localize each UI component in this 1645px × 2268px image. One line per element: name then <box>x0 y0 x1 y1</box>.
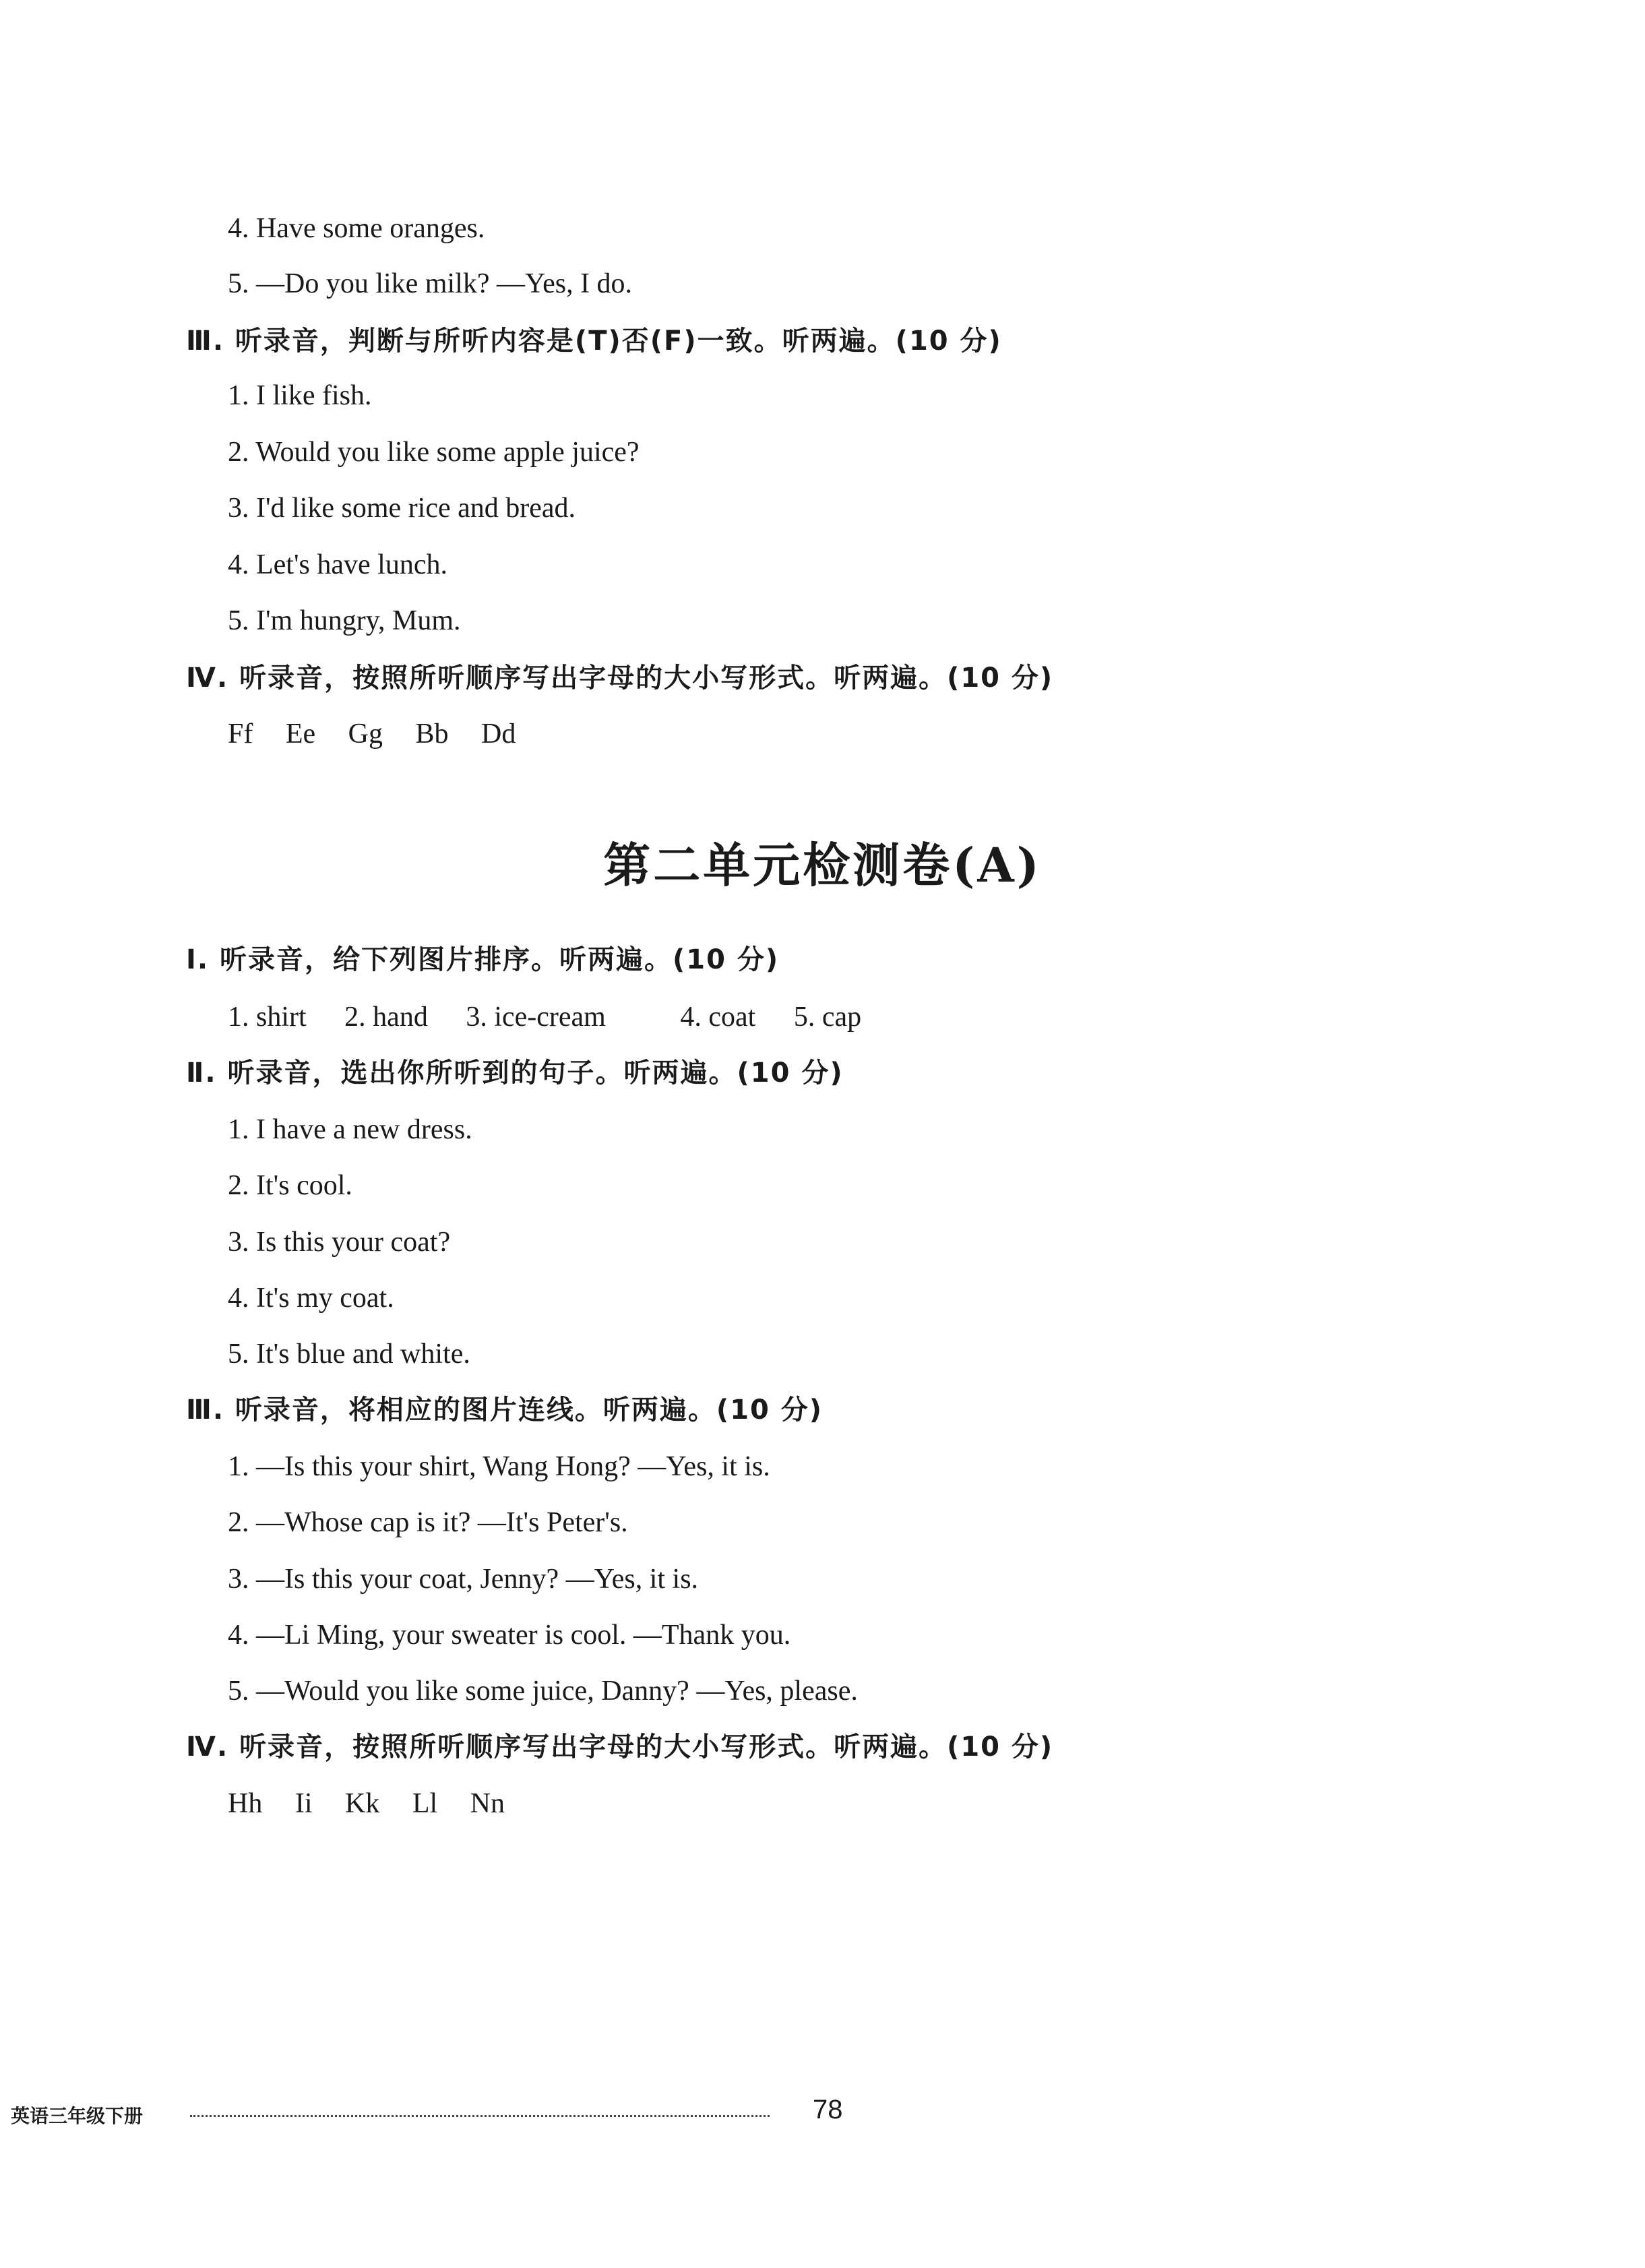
list-item: 5. I'm hungry, Mum. <box>228 605 461 636</box>
unit2-section-2-heading: Ⅱ. 听录音，选出你所听到的句子。听两遍。(10 分) <box>186 1058 844 1089</box>
word-item: 3. ice-cream <box>466 1002 606 1033</box>
footer-book-label: 英语三年级下册 <box>11 2105 144 2127</box>
word-item: 1. shirt <box>228 1002 307 1033</box>
list-item: 4. It's my coat. <box>228 1283 394 1314</box>
list-item: 3. I'd like some rice and bread. <box>228 493 576 524</box>
word-item: 2. hand <box>344 1002 428 1033</box>
item-have-oranges: 4. Have some oranges. <box>228 213 485 244</box>
list-item: 2. Would you like some apple juice? <box>228 437 640 468</box>
item-like-milk: 5. —Do you like milk? —Yes, I do. <box>228 268 633 299</box>
unit-title: 第二单元检测卷(A) <box>603 837 1042 893</box>
section-3-heading: Ⅲ. 听录音，判断与所听内容是(T)否(F)一致。听两遍。(10 分) <box>186 326 1002 357</box>
list-item: 2. It's cool. <box>228 1170 352 1201</box>
list-item: 4. Let's have lunch. <box>228 549 447 580</box>
section-4-heading: Ⅳ. 听录音，按照所听顺序写出字母的大小写形式。听两遍。(10 分) <box>186 663 1054 694</box>
list-item: 2. —Whose cap is it? —It's Peter's. <box>228 1507 628 1538</box>
list-item: 3. Is this your coat? <box>228 1227 451 1258</box>
unit2-section-1-heading: Ⅰ. 听录音，给下列图片排序。听两遍。(10 分) <box>186 944 780 975</box>
list-item: 1. —Is this your shirt, Wang Hong? —Yes, it is. <box>228 1451 770 1482</box>
list-item: 4. —Li Ming, your sweater is cool. —Thank you. <box>228 1620 791 1651</box>
list-item: 5. It's blue and white. <box>228 1339 470 1370</box>
letters-row: Ff Ee Gg Bb Dd <box>228 718 516 749</box>
word-item: 4. coat <box>680 1002 756 1033</box>
unit2-section-3-heading: Ⅲ. 听录音，将相应的图片连线。听两遍。(10 分) <box>186 1394 824 1426</box>
list-item: 5. —Would you like some juice, Danny? —Yes, please. <box>228 1676 858 1707</box>
footer-dotted-rule <box>190 2115 770 2117</box>
list-item: 3. —Is this your coat, Jenny? —Yes, it is. <box>228 1564 699 1595</box>
list-item: 1. I have a new dress. <box>228 1114 472 1145</box>
page-number: 78 <box>813 2095 843 2124</box>
unit2-word-list <box>228 1003 892 1031</box>
letters-row: Hh Ii Kk Ll Nn <box>228 1788 505 1819</box>
list-item: 1. I like fish. <box>228 380 372 411</box>
word-item: 5. cap <box>793 1002 862 1033</box>
unit2-section-4-heading: Ⅳ. 听录音，按照所听顺序写出字母的大小写形式。听两遍。(10 分) <box>186 1731 1054 1763</box>
